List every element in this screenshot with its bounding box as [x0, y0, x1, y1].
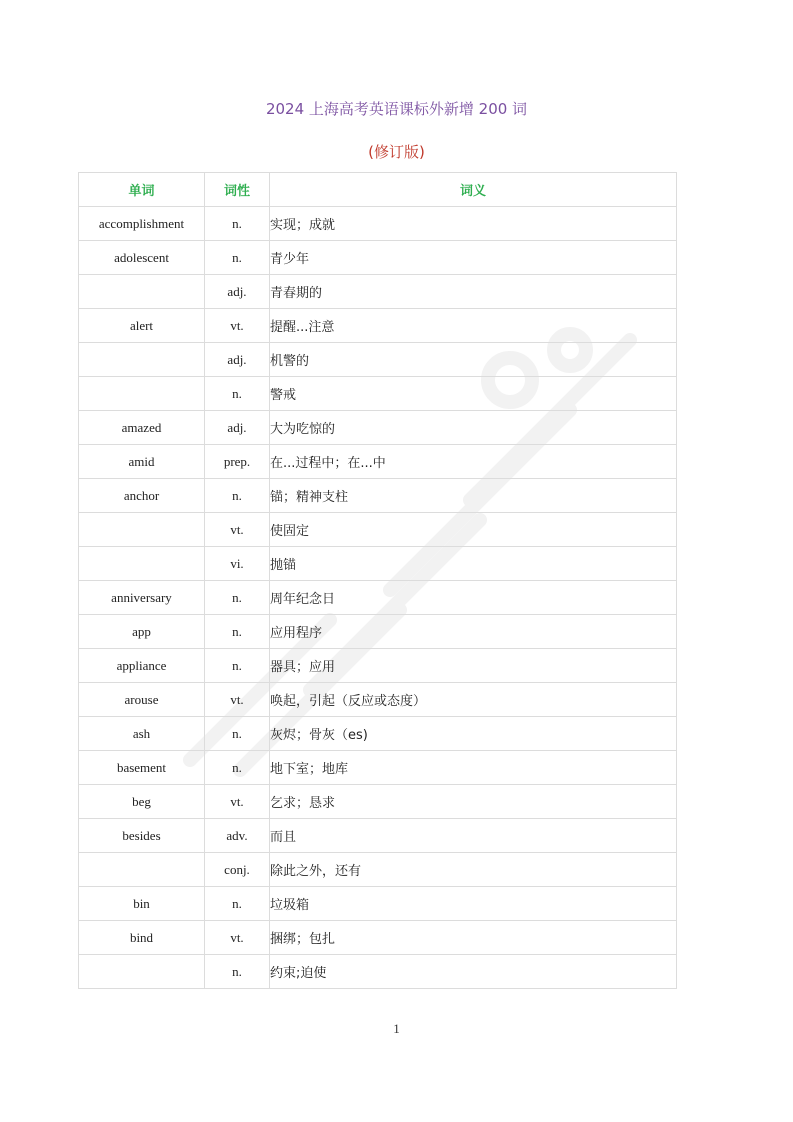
word-cell: besides [79, 819, 205, 853]
document-title: 2024 上海高考英语课标外新增 200 词 [265, 100, 528, 118]
meaning-cell: 在...过程中；在...中 [270, 445, 677, 479]
table-row [79, 717, 677, 751]
word-cell: app [79, 615, 205, 649]
table-row [79, 377, 677, 411]
pos-cell: prep. [205, 445, 270, 479]
word-cell: arouse [79, 683, 205, 717]
word-cell [79, 513, 205, 547]
table-row [79, 241, 677, 275]
meaning-cell: 地下室；地库 [270, 751, 677, 785]
word-cell: accomplishment [79, 207, 205, 241]
pos-cell: vt. [205, 785, 270, 819]
pos-cell: vt. [205, 921, 270, 955]
pos-cell: n. [205, 479, 270, 513]
table-row [79, 309, 677, 343]
meaning-cell: 大为吃惊的 [270, 411, 677, 445]
meaning-cell: 垃圾箱 [270, 887, 677, 921]
word-cell: amazed [79, 411, 205, 445]
pos-cell: n. [205, 241, 270, 275]
meaning-cell: 器具；应用 [270, 649, 677, 683]
word-cell [79, 275, 205, 309]
pos-cell: n. [205, 581, 270, 615]
word-cell [79, 547, 205, 581]
table-row [79, 887, 677, 921]
table-row [79, 479, 677, 513]
word-cell: appliance [79, 649, 205, 683]
pos-cell: vt. [205, 683, 270, 717]
table-row [79, 207, 677, 241]
word-cell [79, 955, 205, 989]
table-row [79, 343, 677, 377]
pos-cell: adj. [205, 343, 270, 377]
table-row [79, 785, 677, 819]
pos-cell: adj. [205, 411, 270, 445]
pos-cell: n. [205, 955, 270, 989]
pos-cell: n. [205, 207, 270, 241]
word-cell: adolescent [79, 241, 205, 275]
document-subtitle: (修订版) [368, 143, 425, 161]
word-cell: beg [79, 785, 205, 819]
table-row [79, 955, 677, 989]
pos-cell: n. [205, 377, 270, 411]
pos-cell: adj. [205, 275, 270, 309]
meaning-cell: 机警的 [270, 343, 677, 377]
table-row [79, 411, 677, 445]
pos-cell: vt. [205, 513, 270, 547]
pos-cell: adv. [205, 819, 270, 853]
table-row [79, 513, 677, 547]
word-cell: amid [79, 445, 205, 479]
meaning-cell: 约束;迫使 [270, 955, 677, 989]
pos-cell: n. [205, 717, 270, 751]
meaning-cell: 锚；精神支柱 [270, 479, 677, 513]
vocabulary-table [78, 172, 677, 989]
table-row [79, 581, 677, 615]
meaning-cell: 使固定 [270, 513, 677, 547]
pos-cell: vt. [205, 309, 270, 343]
word-cell: bin [79, 887, 205, 921]
pos-cell: vi. [205, 547, 270, 581]
word-cell [79, 377, 205, 411]
meaning-cell: 实现；成就 [270, 207, 677, 241]
meaning-cell: 唤起，引起（反应或态度） [270, 683, 677, 717]
meaning-cell: 除此之外，还有 [270, 853, 677, 887]
meaning-cell: 灰烬；骨灰（es) [270, 717, 677, 751]
table-row [79, 683, 677, 717]
word-cell: bind [79, 921, 205, 955]
table-row [79, 921, 677, 955]
table-row [79, 649, 677, 683]
table-row [79, 275, 677, 309]
header-pos: 词性 [205, 173, 270, 207]
word-cell [79, 853, 205, 887]
table-row [79, 819, 677, 853]
meaning-cell: 青少年 [270, 241, 677, 275]
page-number: 1 [393, 1021, 400, 1036]
table-body [79, 207, 677, 989]
header-meaning: 词义 [270, 173, 677, 207]
meaning-cell: 警戒 [270, 377, 677, 411]
table-row [79, 853, 677, 887]
table-row [79, 615, 677, 649]
meaning-cell: 而且 [270, 819, 677, 853]
pos-cell: n. [205, 751, 270, 785]
pos-cell: n. [205, 649, 270, 683]
table-row [79, 547, 677, 581]
pos-cell: n. [205, 887, 270, 921]
meaning-cell: 青春期的 [270, 275, 677, 309]
word-cell: alert [79, 309, 205, 343]
table-row [79, 751, 677, 785]
pos-cell: conj. [205, 853, 270, 887]
pos-cell: n. [205, 615, 270, 649]
word-cell: anchor [79, 479, 205, 513]
meaning-cell: 周年纪念日 [270, 581, 677, 615]
table-row [79, 445, 677, 479]
meaning-cell: 捆绑；包扎 [270, 921, 677, 955]
meaning-cell: 提醒...注意 [270, 309, 677, 343]
word-cell [79, 343, 205, 377]
header-word: 单词 [79, 173, 205, 207]
meaning-cell: 乞求；恳求 [270, 785, 677, 819]
word-cell: anniversary [79, 581, 205, 615]
meaning-cell: 抛锚 [270, 547, 677, 581]
table-header-row [79, 173, 677, 207]
word-cell: ash [79, 717, 205, 751]
word-cell: basement [79, 751, 205, 785]
meaning-cell: 应用程序 [270, 615, 677, 649]
